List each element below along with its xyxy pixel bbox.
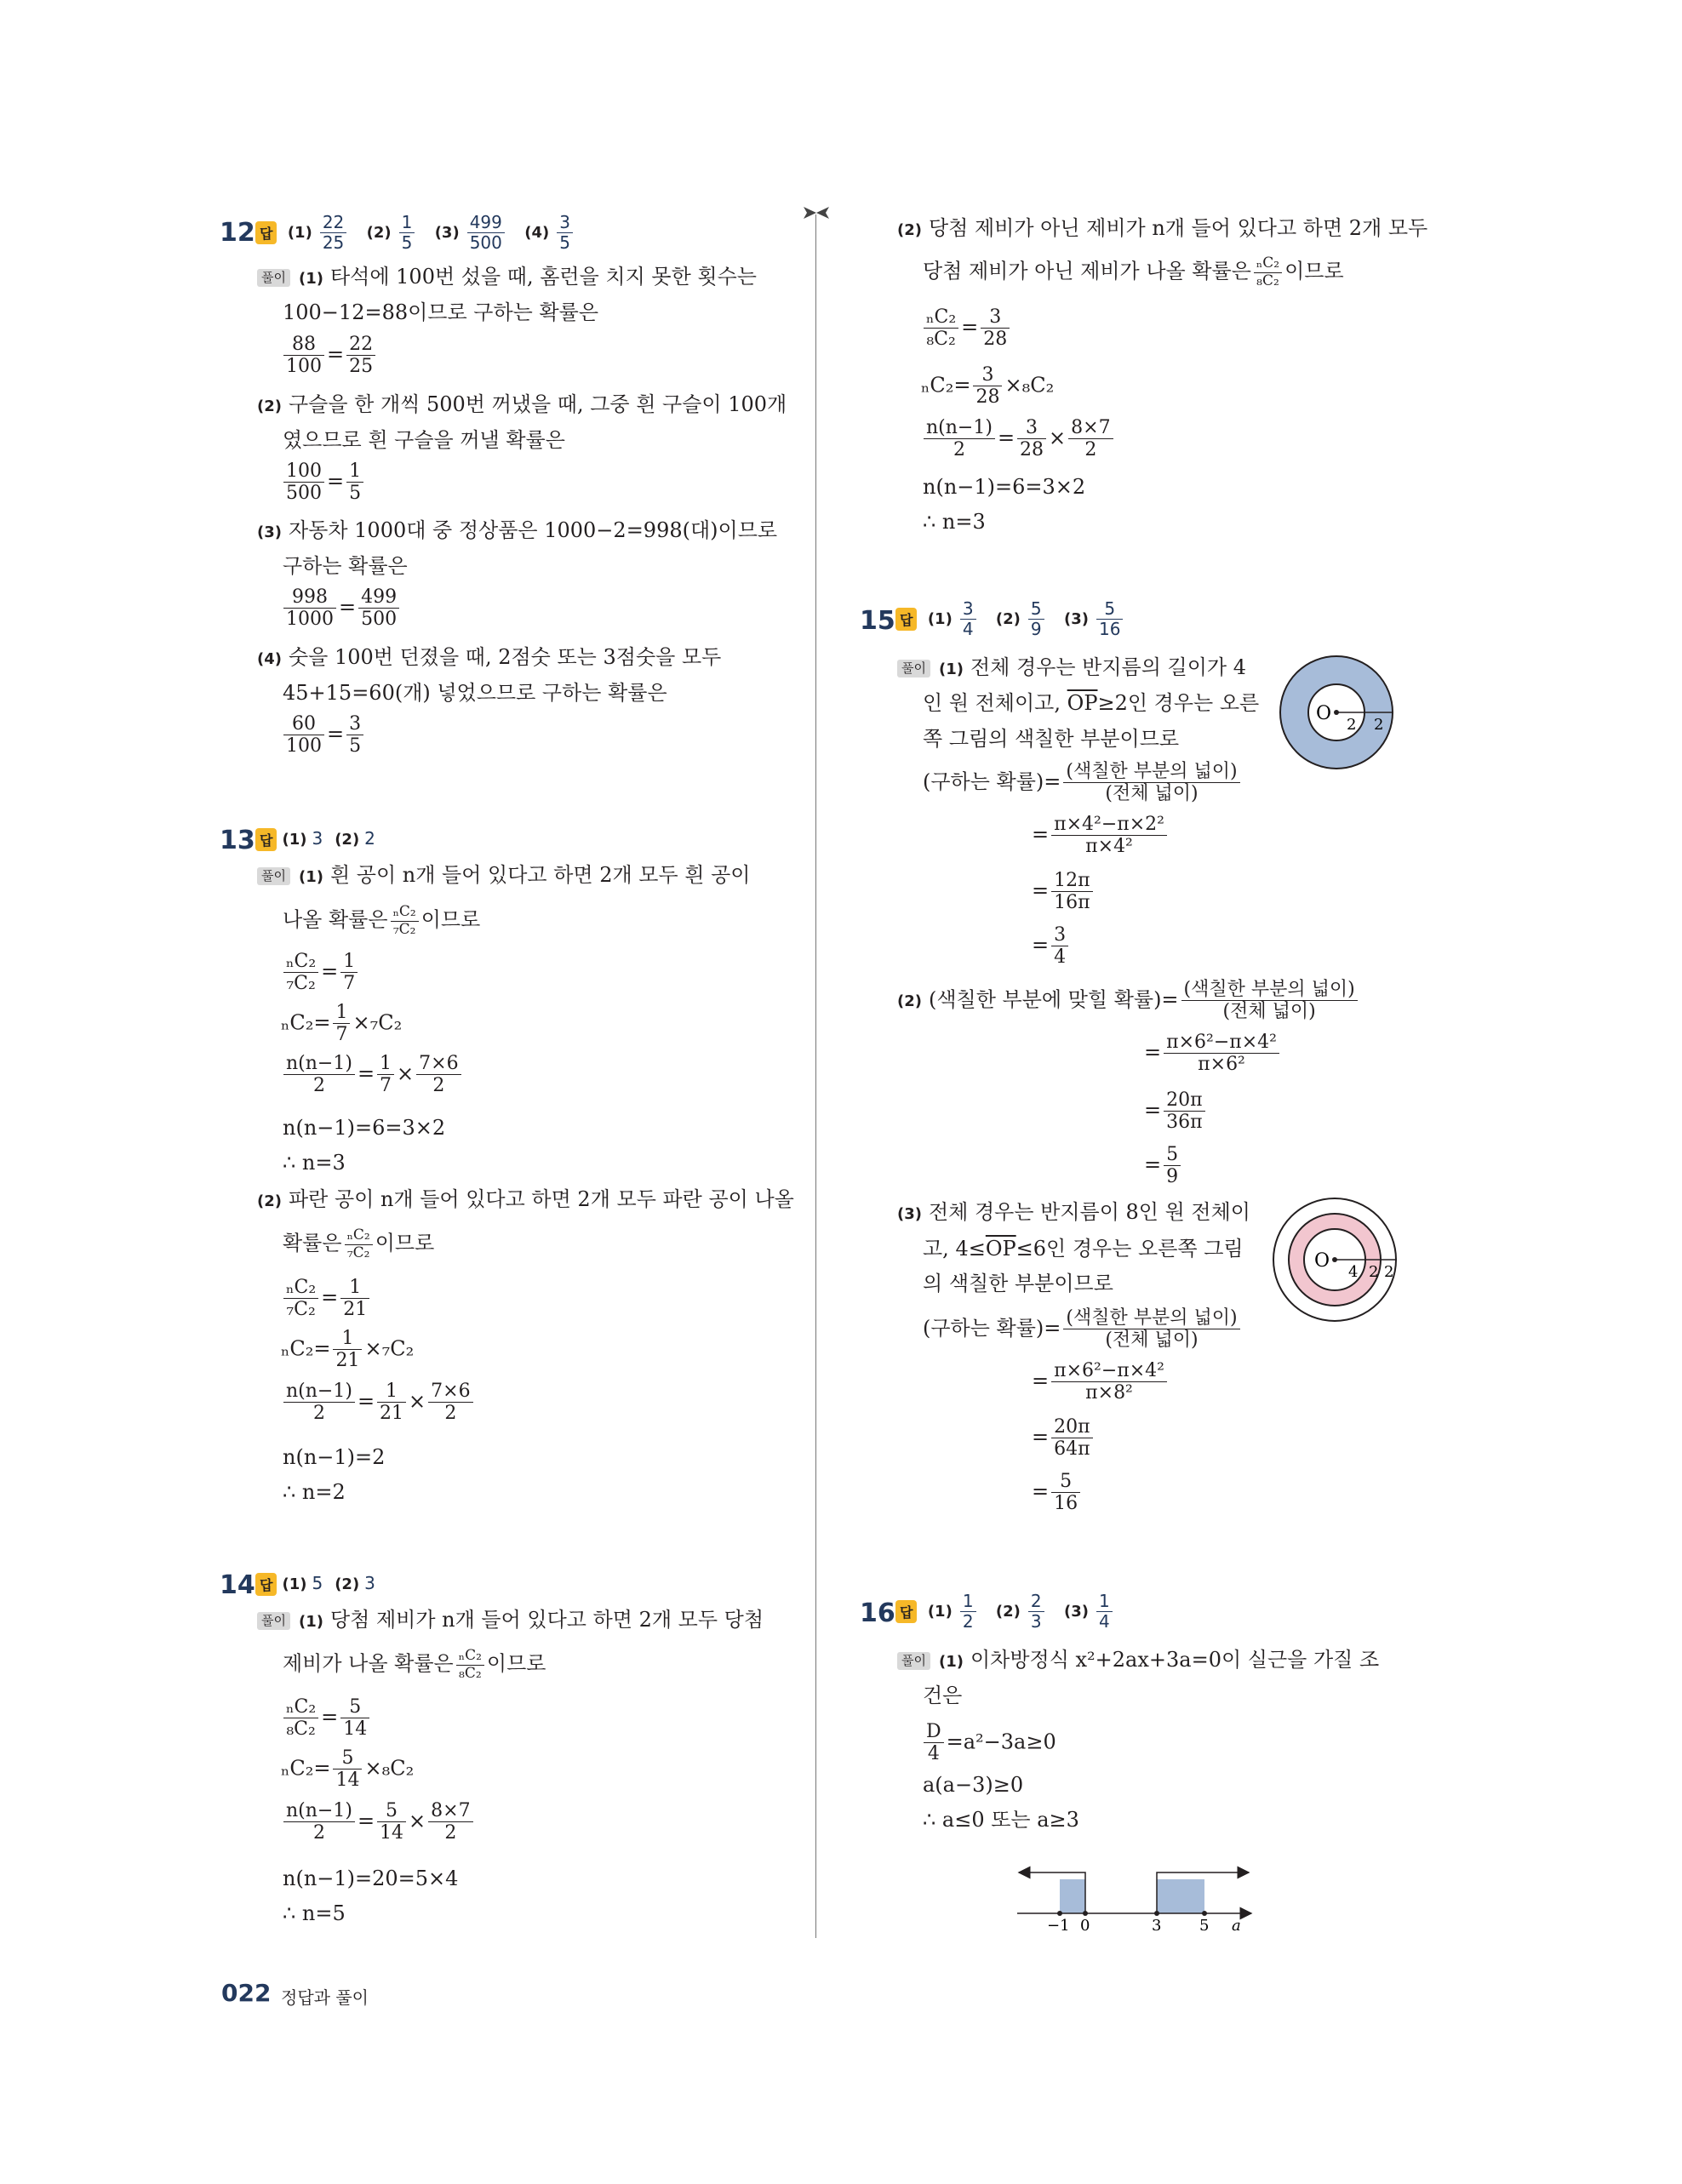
q13-p2-s3: $\frac{n(n-1)}{2}$ = $\frac{1}{21}$ × $\frac{7\times 6}{2}$ — [281, 1381, 476, 1425]
column-divider — [815, 214, 816, 1938]
q15-p1-e3: = $\frac{3}{4}$ — [1032, 924, 1071, 969]
q13-p2-s5: ∴ n=2 — [283, 1480, 346, 1504]
q16-p1-s2: a(a−3)≥0 — [923, 1773, 1024, 1797]
inner-radius-label: 4 — [1348, 1263, 1359, 1281]
ornament-icon — [800, 204, 832, 221]
q13-p2-line1: (2) 파란 공이 n개 들어 있다고 하면 2개 모두 파란 공이 나올 — [257, 1187, 794, 1211]
q14-p2-s1: $\frac{\text{ₙC₂}}{\text{₈C₂}}$ = $\frac{3}{28}$ — [921, 306, 1012, 351]
q14-p1-s5: ∴ n=5 — [283, 1901, 346, 1925]
q13-p1-line2: 나올 확률은 $\frac{\text{ₙC₂}}{\text{₇C₂}}$ 이므로 — [283, 903, 481, 938]
q15-p2-e2: = $\frac{20\pi}{36\pi}$ — [1144, 1089, 1208, 1134]
q13-p2-line2: 확률은 $\frac{\text{ₙC₂}}{\text{₇C₂}}$ 이므로 — [283, 1226, 435, 1261]
q15-p2-e1: = $\frac{\text{π×6²−π×4²}}{\text{π×6²}}$ — [1144, 1032, 1282, 1076]
q15-p2-e3: = $\frac{5}{9}$ — [1144, 1144, 1183, 1188]
q15-p3-e2: = $\frac{20\pi}{64\pi}$ — [1032, 1416, 1096, 1461]
tick-label: 5 — [1199, 1917, 1210, 1932]
q15-number: 15 — [860, 606, 895, 636]
q15-p3-formula: (구하는 확률)= $\frac{\text{(색칠한 부분의 넓이)}}{\text{(전체 넓이)}}$ — [923, 1307, 1243, 1352]
q13-p1-s5: ∴ n=3 — [283, 1151, 346, 1175]
q15-p1-formula: (구하는 확률)= $\frac{\text{(색칠한 부분의 넓이)}}{\text{(전체 넓이)}}$ — [923, 761, 1243, 805]
answer-tag: 답 — [255, 221, 277, 244]
q15-p1-e2: = $\frac{12\pi}{16\pi}$ — [1032, 870, 1096, 914]
q12-p3-line2: 구하는 확률은 — [283, 554, 408, 578]
q15-figure-1 — [1277, 649, 1405, 776]
q16-p1-s3: ∴ a≤0 또는 a≥3 — [923, 1808, 1079, 1832]
q14-p1-s1: $\frac{\text{ₙC₂}}{\text{₈C₂}}$ = $\frac{5}{14}$ — [281, 1696, 372, 1741]
q16-number: 16 — [860, 1598, 895, 1628]
q12-p4-line1: (4) 숫을 100번 던졌을 때, 2점숫 또는 3점숫을 모두 — [257, 645, 722, 669]
q13-p2-s4: n(n−1)=2 — [283, 1445, 386, 1469]
q14-p1-line2: 제비가 나올 확률은 $\frac{\text{ₙC₂}}{\text{₈C₂}}$ 이므로 — [283, 1647, 546, 1682]
q12-p1-eq: $\frac{88}{100}$ = $\frac{22}{25}$ — [281, 334, 378, 378]
q12-p4-eq: $\frac{60}{100}$ = $\frac{3}{5}$ — [281, 713, 366, 758]
q15-p3-line2: 고, $4\le\overline{OP}\le 6$인 경우는 오른쪽 그림 — [923, 1237, 1244, 1261]
page-number: 022 — [221, 1979, 272, 2007]
center-label: O — [1314, 1250, 1330, 1272]
center-label: O — [1316, 703, 1332, 724]
axis-variable: a — [1232, 1917, 1241, 1932]
q16-p1-line1: 풀이 (1) 이차방정식 x²+2ax+3a=0이 실근을 가질 조 — [897, 1649, 1379, 1670]
q14-p2-line1: (2) 당첨 제비가 아닌 제비가 n개 들어 있다고 하면 2개 모두 — [897, 216, 1428, 240]
q15-p3-e3: = $\frac{5}{16}$ — [1032, 1471, 1083, 1515]
q12-p1-line1: 풀이 (1) 타석에 100번 섰을 때, 홈런을 치지 못한 횟수는 — [257, 266, 757, 287]
q14-number: 14 — [220, 1570, 255, 1600]
q12-p2-line2: 였으므로 흰 구슬을 꺼낼 확률은 — [283, 428, 565, 452]
shaded-left — [1060, 1879, 1085, 1913]
q15-p3-e1: = $\frac{\text{π×6²−π×4²}}{\text{π×8²}}$ — [1032, 1360, 1170, 1404]
ray-right — [1157, 1872, 1249, 1879]
q14-p1-s3: $\frac{n(n-1)}{2}$ = $\frac{5}{14}$ × $\frac{8\times 7}{2}$ — [281, 1800, 476, 1844]
q12-p4-line2: 45+15=60(개) 넣었으므로 구하는 확률은 — [283, 681, 667, 705]
q15-p3-line1: (3) 전체 경우는 반지름이 8인 원 전체이 — [897, 1200, 1250, 1224]
footer-label: 정답과 풀이 — [281, 1987, 369, 2008]
inner-radius-label: 2 — [1347, 716, 1357, 734]
outer-width-label: 2 — [1384, 1263, 1394, 1281]
shaded-right — [1157, 1879, 1204, 1913]
q15-p1-line3: 쪽 그림의 색칠한 부분이므로 — [923, 727, 1180, 751]
q14-p1-s4: n(n−1)=20=5×4 — [283, 1867, 459, 1890]
q16-answer-line: 답 (1) $\frac{1}{2}$ (2) $\frac{2}{3}$ (3) $\frac{1}{4}$ — [895, 1592, 1115, 1632]
q14-answer-line: 답 (1) 5 (2) 3 — [255, 1573, 375, 1596]
q15-p1-e1: = $\frac{\text{π×4²−π×2²}}{\text{π×4²}}$ — [1032, 814, 1170, 858]
q13-p1-s3: $\frac{n(n-1)}{2}$ = $\frac{1}{7}$ × $\frac{7\times 6}{2}$ — [281, 1053, 464, 1097]
q14-p2-line2: 당첨 제비가 아닌 제비가 나올 확률은 $\frac{\text{ₙC₂}}{\text{₈C₂}}$ 이므로 — [923, 254, 1344, 289]
q15-p3-line3: 의 색칠한 부분이므로 — [923, 1272, 1113, 1295]
q12-p1-line2: 100−12=88이므로 구하는 확률은 — [283, 300, 599, 324]
q12-p2-eq: $\frac{100}{500}$ = $\frac{1}{5}$ — [281, 460, 366, 505]
q14-p1-line1: 풀이 (1) 당첨 제비가 n개 들어 있다고 하면 2개 모두 당첨 — [257, 1609, 764, 1630]
q12-p3-line1: (3) 자동차 1000대 중 정상품은 1000−2=998(대)이므로 — [257, 518, 778, 542]
q15-p1-line1: 풀이 (1) 전체 경우는 반지름의 길이가 4 — [897, 657, 1246, 677]
q12-p2-line1: (2) 구슬을 한 개씩 500번 꺼냈을 때, 그중 흰 구슬이 100개 — [257, 392, 787, 416]
q12-number: 12 — [220, 218, 255, 248]
q13-p1-s1: $\frac{\text{ₙC₂}}{\text{₇C₂}}$ = $\frac{1}{7}$ — [281, 951, 360, 995]
q16-p1-s1: $\frac{D}{4}$ =a²−3a≥0 — [921, 1721, 1056, 1765]
q14-p2-s2: ₙC₂= $\frac{3}{28}$ ×₈C₂ — [921, 364, 1055, 409]
q12-answer-line: 답 (1) $\frac{22}{25}$ (2) $\frac{1}{5}$ (3) $\frac{499}{500}$ (4) $\frac{3}{5}$ — [255, 213, 575, 253]
q13-p1-s4: n(n−1)=6=3×2 — [283, 1116, 446, 1140]
tick-label: 3 — [1152, 1917, 1162, 1932]
q14-p2-s4: n(n−1)=6=3×2 — [923, 475, 1086, 499]
q14-p1-s2: ₙC₂= $\frac{5}{14}$ ×₈C₂ — [281, 1747, 415, 1792]
q14-p2-s3: $\frac{n(n-1)}{2}$ = $\frac{3}{28}$ × $\frac{8\times 7}{2}$ — [921, 417, 1116, 461]
q15-figure-2 — [1267, 1192, 1411, 1328]
q13-number: 13 — [220, 826, 255, 855]
ring-width-label: 2 — [1374, 716, 1384, 734]
q13-answer-line: 답 (1) 3 (2) 2 — [255, 828, 375, 851]
q16-p1-line2: 건은 — [923, 1684, 963, 1707]
q13-p2-s1: $\frac{\text{ₙC₂}}{\text{₇C₂}}$ = $\frac{1}{21}$ — [281, 1277, 372, 1321]
q14-p2-s5: ∴ n=3 — [923, 510, 986, 534]
ring-width-label: 2 — [1369, 1263, 1379, 1281]
q15-p2-formula: (2) (색칠한 부분에 맞힐 확률)= $\frac{\text{(색칠한 부분의 넓이)}}{\text{(전체 넓이)}}$ — [897, 979, 1360, 1023]
q13-p2-s2: ₙC₂= $\frac{1}{21}$ ×₇C₂ — [281, 1328, 415, 1372]
tick-label: −1 — [1047, 1917, 1070, 1932]
q13-p1-line1: 풀이 (1) 흰 공이 n개 들어 있다고 하면 2개 모두 흰 공이 — [257, 865, 750, 885]
q13-p1-s2: ₙC₂= $\frac{1}{7}$ ×₇C₂ — [281, 1002, 403, 1046]
q15-answer-line: 답 (1) $\frac{3}{4}$ (2) $\frac{5}{9}$ (3) $\frac{5}{16}$ — [895, 599, 1125, 639]
solution-tag: 풀이 — [257, 269, 290, 287]
tick-label: 0 — [1080, 1917, 1090, 1932]
q15-p1-line2: 인 원 전체이고, $\overline{OP}\ge 2$인 경우는 오른 — [923, 691, 1260, 715]
ray-left — [1019, 1872, 1085, 1879]
q16-number-line — [1009, 1838, 1256, 1932]
q12-p3-eq: $\frac{998}{1000}$ = $\frac{499}{500}$ — [281, 586, 402, 631]
